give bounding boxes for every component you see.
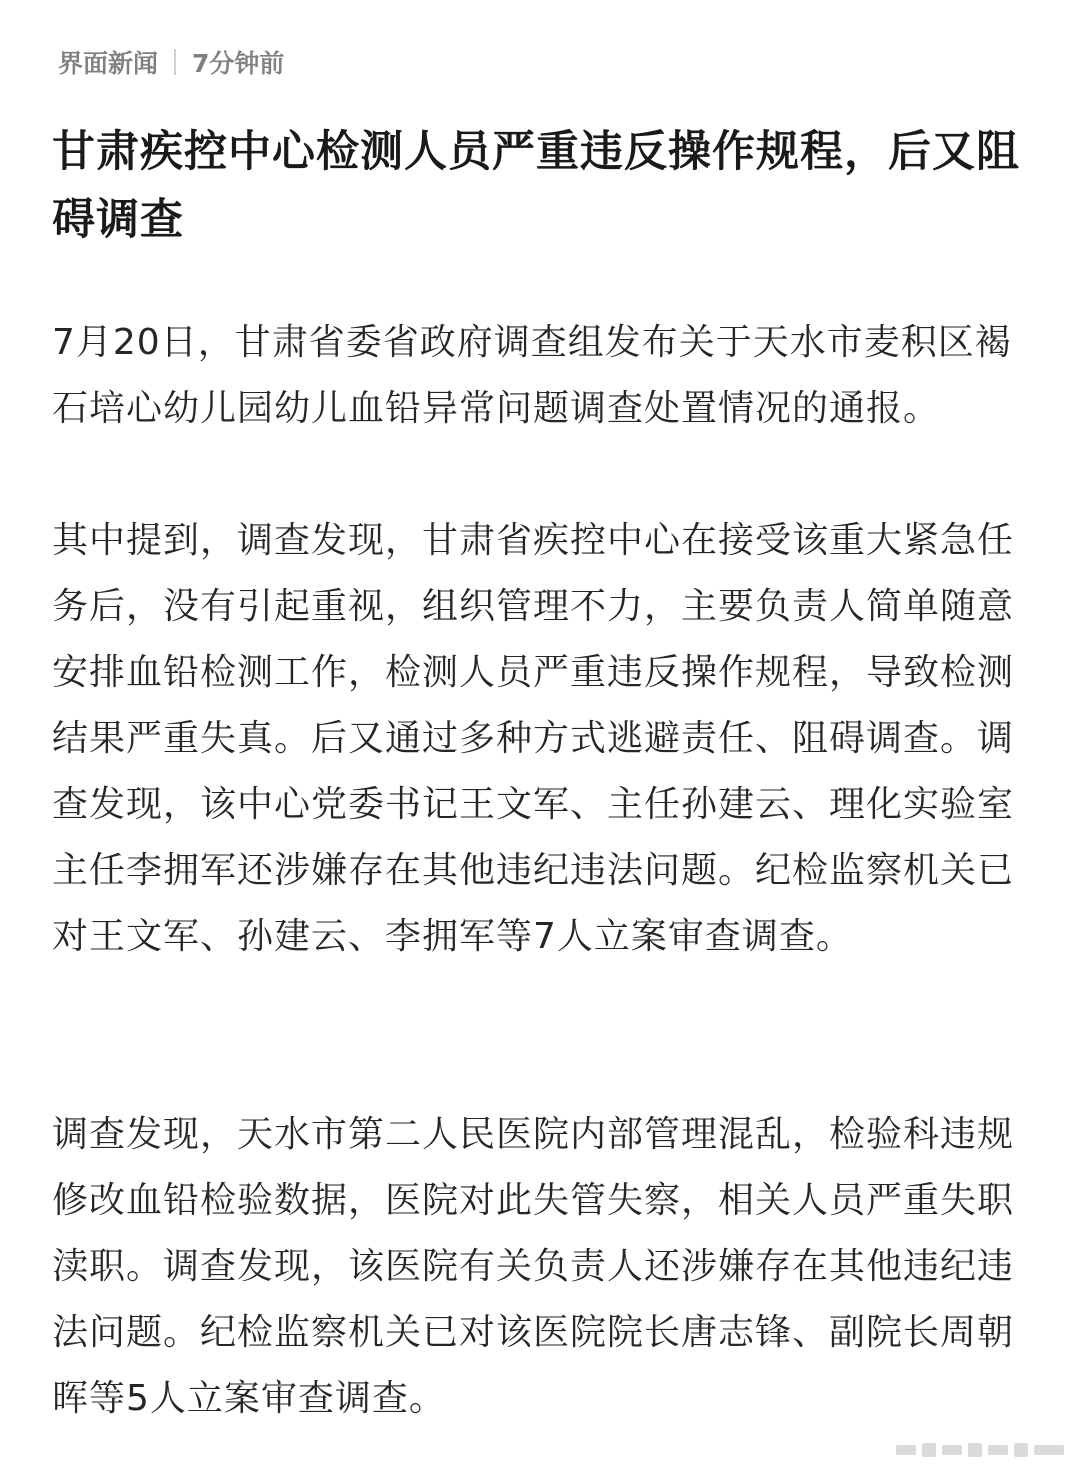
watermark-icon: [896, 1437, 1066, 1463]
article-title: 甘肃疾控中心检测人员严重违反操作规程，后又阻碍调查: [52, 127, 1020, 245]
article-paragraph-1: 7月20日，甘肃省委省政府调查组发布关于天水市麦积区褐石培心幼儿园幼儿血铅异常问题调查处置情况的通报。: [52, 322, 1012, 429]
publish-time: 7分钟前: [192, 49, 285, 78]
article-paragraph-2: 其中提到，调查发现，甘肃省疾控中心在接受该重大紧急任务后，没有引起重视，组织管理不力，主要负责人简单随意安排血铅检测工作，检测人员严重违反操作规程，导致检测结果严重失真。后又通过多种方式逃避责任、阻碍调查。调查发现，该中心党委书记王文军、主任孙建云、理化实验室主任李拥军还涉嫌存在其他违纪违法问题。纪检监察机关已对王文军、孙建云、李拥军等7人立案审查调查。: [52, 520, 1015, 957]
article-meta: [58, 42, 284, 82]
source-name[interactable]: 界面新闻: [58, 49, 159, 78]
meta-divider: [174, 49, 176, 75]
article-paragraph-3: 调查发现，天水市第二人民医院内部管理混乱，检验科违规修改血铅检验数据，医院对此失管失察，相关人员严重失职渎职。调查发现，该医院有关负责人还涉嫌存在其他违纪违法问题。纪检监察机关已对该医院院长唐志锋、副院长周朝晖等5人立案审查调查。: [52, 1114, 1015, 1419]
